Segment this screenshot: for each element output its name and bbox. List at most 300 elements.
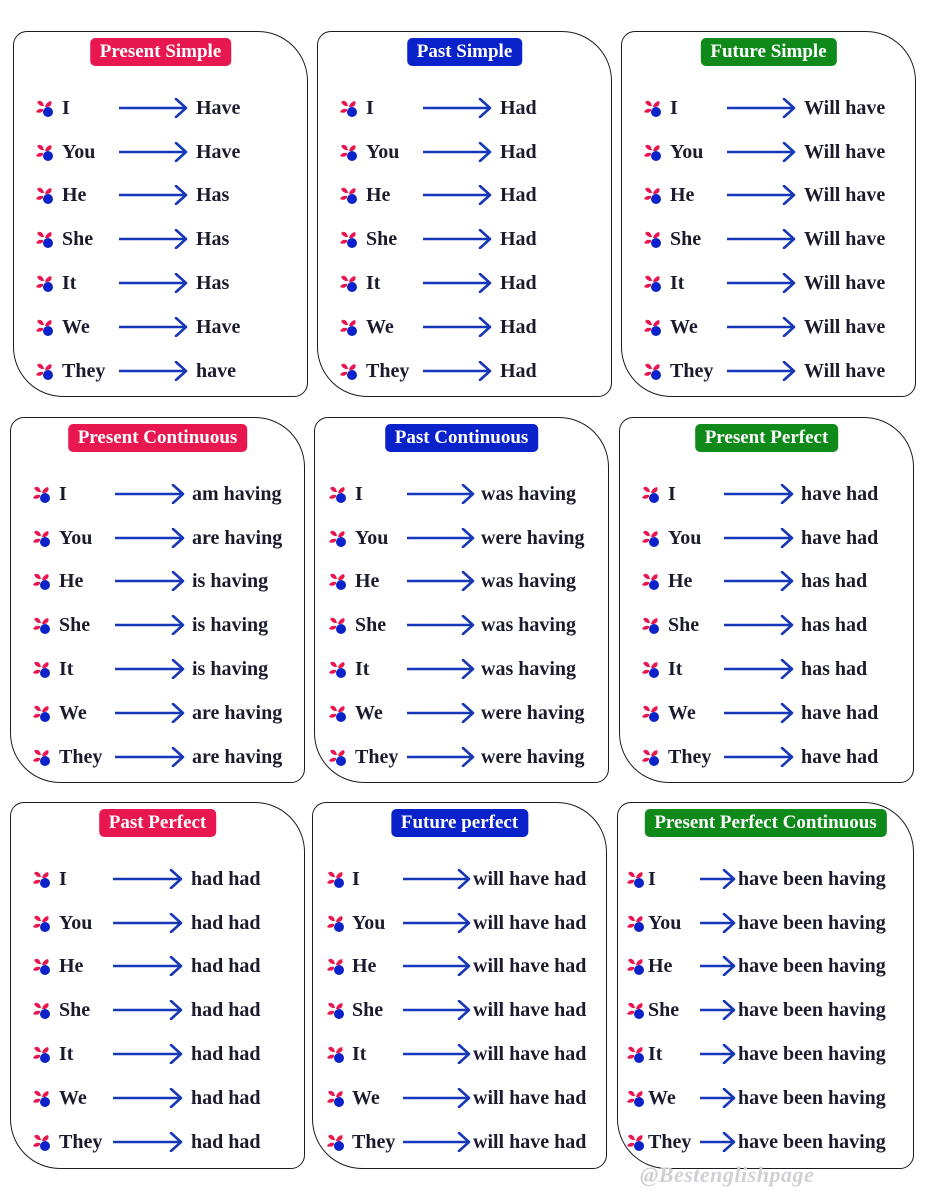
- conjugation-row: [313, 1085, 606, 1111]
- pronoun-label: She: [352, 999, 384, 1021]
- pronoun-label: She: [366, 228, 398, 250]
- right-arrow-icon: [423, 361, 492, 381]
- bullet-icon: [625, 1044, 645, 1064]
- bullet-icon: [34, 273, 54, 293]
- tense-title: Present Perfect: [695, 424, 839, 452]
- verb-form-label: Has: [196, 272, 230, 294]
- conjugation-row: [622, 139, 915, 165]
- conjugation-row: [11, 953, 304, 979]
- tense-card: [10, 417, 305, 783]
- bullet-icon: [625, 869, 645, 889]
- verb-form-label: were having: [481, 746, 585, 768]
- pronoun-label: It: [366, 272, 381, 294]
- conjugation-row: [313, 1129, 606, 1155]
- conjugation-row: [318, 95, 611, 121]
- pronoun-label: It: [355, 658, 370, 680]
- right-arrow-icon: [407, 528, 475, 548]
- bullet-icon: [625, 956, 645, 976]
- right-arrow-icon: [403, 869, 471, 889]
- bullet-icon: [327, 659, 347, 679]
- verb-form-label: had had: [191, 912, 261, 934]
- conjugation-row: [622, 270, 915, 296]
- conjugation-row: [618, 910, 913, 936]
- conjugation-row: [622, 226, 915, 252]
- right-arrow-icon: [724, 571, 794, 591]
- right-arrow-icon: [119, 273, 188, 293]
- right-arrow-icon: [113, 1044, 183, 1064]
- verb-form-label: had had: [191, 999, 261, 1021]
- right-arrow-icon: [423, 317, 492, 337]
- tense-card: [314, 417, 609, 783]
- conjugation-row: [313, 866, 606, 892]
- bullet-icon: [642, 185, 662, 205]
- verb-form-label: had had: [191, 1087, 261, 1109]
- bullet-icon: [642, 361, 662, 381]
- pronoun-label: He: [670, 184, 695, 206]
- bullet-icon: [31, 615, 51, 635]
- right-arrow-icon: [407, 615, 475, 635]
- verb-form-label: is having: [192, 658, 269, 680]
- pronoun-label: He: [668, 570, 693, 592]
- conjugation-row: [313, 997, 606, 1023]
- conjugation-row: [315, 700, 608, 726]
- conjugation-row: [618, 997, 913, 1023]
- right-arrow-icon: [403, 913, 471, 933]
- conjugation-row: [11, 656, 304, 682]
- verb-form-label: am having: [192, 483, 282, 505]
- verb-form-label: was having: [481, 570, 577, 592]
- bullet-icon: [338, 185, 358, 205]
- pronoun-label: He: [355, 570, 380, 592]
- tense-card: [617, 802, 914, 1169]
- bullet-icon: [31, 1044, 51, 1064]
- pronoun-label: I: [668, 483, 676, 505]
- bullet-icon: [338, 317, 358, 337]
- verb-form-label: Will have: [804, 141, 886, 163]
- bullet-icon: [327, 484, 347, 504]
- right-arrow-icon: [115, 484, 185, 504]
- bullet-icon: [327, 615, 347, 635]
- pronoun-label: He: [352, 955, 377, 977]
- conjugation-row: [315, 568, 608, 594]
- tense-card: [10, 802, 305, 1169]
- pronoun-label: It: [668, 658, 683, 680]
- pronoun-label: I: [59, 868, 67, 890]
- verb-form-label: have been having: [738, 868, 886, 890]
- bullet-icon: [642, 142, 662, 162]
- right-arrow-icon: [724, 528, 794, 548]
- right-arrow-icon: [727, 361, 796, 381]
- bullet-icon: [642, 229, 662, 249]
- pronoun-label: I: [62, 97, 70, 119]
- bullet-icon: [640, 703, 660, 723]
- conjugation-row: [313, 910, 606, 936]
- pronoun-label: We: [352, 1087, 380, 1109]
- verb-form-label: Will have: [804, 316, 886, 338]
- verb-form-label: has had: [801, 658, 868, 680]
- right-arrow-icon: [407, 747, 475, 767]
- conjugation-row: [622, 182, 915, 208]
- right-arrow-icon: [724, 703, 794, 723]
- pronoun-label: She: [59, 614, 91, 636]
- bullet-icon: [327, 703, 347, 723]
- conjugation-row: [11, 525, 304, 551]
- right-arrow-icon: [700, 1000, 736, 1020]
- conjugation-row: [315, 744, 608, 770]
- bullet-icon: [642, 273, 662, 293]
- right-arrow-icon: [407, 571, 475, 591]
- right-arrow-icon: [403, 1044, 471, 1064]
- conjugation-row: [11, 1041, 304, 1067]
- right-arrow-icon: [113, 1000, 183, 1020]
- pronoun-label: We: [62, 316, 90, 338]
- conjugation-row: [14, 95, 307, 121]
- right-arrow-icon: [423, 229, 492, 249]
- conjugation-row: [14, 358, 307, 384]
- pronoun-label: They: [668, 746, 712, 768]
- right-arrow-icon: [119, 317, 188, 337]
- conjugation-row: [14, 226, 307, 252]
- right-arrow-icon: [115, 528, 185, 548]
- verb-form-label: had had: [191, 1043, 261, 1065]
- bullet-icon: [31, 1088, 51, 1108]
- conjugation-row: [318, 139, 611, 165]
- conjugation-row: [318, 270, 611, 296]
- right-arrow-icon: [727, 185, 796, 205]
- verb-form-label: have had: [801, 483, 879, 505]
- right-arrow-icon: [700, 869, 736, 889]
- pronoun-label: She: [670, 228, 702, 250]
- conjugation-row: [318, 226, 611, 252]
- bullet-icon: [34, 317, 54, 337]
- pronoun-label: We: [668, 702, 696, 724]
- verb-form-label: Will have: [804, 272, 886, 294]
- bullet-icon: [31, 1132, 51, 1152]
- bullet-icon: [625, 1088, 645, 1108]
- right-arrow-icon: [724, 484, 794, 504]
- verb-form-label: will have had: [473, 1131, 587, 1153]
- pronoun-label: She: [648, 999, 680, 1021]
- right-arrow-icon: [724, 615, 794, 635]
- conjugation-row: [618, 866, 913, 892]
- conjugation-row: [318, 358, 611, 384]
- bullet-icon: [325, 869, 345, 889]
- bullet-icon: [338, 98, 358, 118]
- pronoun-label: You: [352, 912, 386, 934]
- bullet-icon: [327, 747, 347, 767]
- conjugation-row: [622, 314, 915, 340]
- verb-form-label: was having: [481, 483, 577, 505]
- pronoun-label: I: [352, 868, 360, 890]
- bullet-icon: [642, 98, 662, 118]
- pronoun-label: He: [62, 184, 87, 206]
- tense-card: [619, 417, 914, 783]
- right-arrow-icon: [727, 273, 796, 293]
- right-arrow-icon: [113, 1088, 183, 1108]
- verb-form-label: have had: [801, 527, 879, 549]
- bullet-icon: [325, 1000, 345, 1020]
- right-arrow-icon: [407, 703, 475, 723]
- right-arrow-icon: [724, 659, 794, 679]
- verb-form-label: were having: [481, 702, 585, 724]
- right-arrow-icon: [119, 142, 188, 162]
- bullet-icon: [31, 869, 51, 889]
- conjugation-row: [622, 358, 915, 384]
- conjugation-row: [620, 525, 913, 551]
- right-arrow-icon: [115, 571, 185, 591]
- pronoun-label: They: [366, 360, 410, 382]
- verb-form-label: have been having: [738, 1087, 886, 1109]
- right-arrow-icon: [403, 1000, 471, 1020]
- pronoun-label: You: [59, 527, 93, 549]
- verb-form-label: had had: [191, 955, 261, 977]
- tense-card: [621, 31, 916, 397]
- conjugation-row: [315, 612, 608, 638]
- conjugation-row: [618, 1085, 913, 1111]
- right-arrow-icon: [403, 956, 471, 976]
- verb-form-label: have had: [801, 746, 879, 768]
- bullet-icon: [642, 317, 662, 337]
- conjugation-row: [313, 953, 606, 979]
- bullet-icon: [34, 185, 54, 205]
- pronoun-label: They: [62, 360, 106, 382]
- right-arrow-icon: [423, 273, 492, 293]
- pronoun-label: I: [355, 483, 363, 505]
- bullet-icon: [640, 571, 660, 591]
- conjugation-row: [315, 481, 608, 507]
- verb-form-label: Had: [500, 184, 537, 206]
- verb-form-label: Will have: [804, 228, 886, 250]
- pronoun-label: He: [648, 955, 673, 977]
- verb-form-label: were having: [481, 527, 585, 549]
- conjugation-row: [11, 568, 304, 594]
- bullet-icon: [31, 956, 51, 976]
- pronoun-label: We: [648, 1087, 676, 1109]
- bullet-icon: [34, 229, 54, 249]
- pronoun-label: She: [668, 614, 700, 636]
- bullet-icon: [327, 528, 347, 548]
- bullet-icon: [640, 659, 660, 679]
- conjugation-row: [620, 481, 913, 507]
- bullet-icon: [31, 747, 51, 767]
- tense-title: Present Continuous: [68, 424, 248, 452]
- conjugation-row: [620, 700, 913, 726]
- right-arrow-icon: [113, 869, 183, 889]
- verb-form-label: Will have: [804, 360, 886, 382]
- pronoun-label: She: [62, 228, 94, 250]
- verb-form-label: is having: [192, 570, 269, 592]
- bullet-icon: [640, 747, 660, 767]
- pronoun-label: They: [59, 1131, 103, 1153]
- conjugation-row: [618, 953, 913, 979]
- bullet-icon: [338, 361, 358, 381]
- pronoun-label: It: [670, 272, 685, 294]
- pronoun-label: She: [59, 999, 91, 1021]
- conjugation-row: [11, 910, 304, 936]
- verb-form-label: Had: [500, 97, 537, 119]
- right-arrow-icon: [700, 1044, 736, 1064]
- bullet-icon: [325, 1044, 345, 1064]
- conjugation-row: [11, 1085, 304, 1111]
- verb-form-label: will have had: [473, 955, 587, 977]
- right-arrow-icon: [407, 484, 475, 504]
- right-arrow-icon: [700, 913, 736, 933]
- verb-form-label: was having: [481, 658, 577, 680]
- bullet-icon: [34, 98, 54, 118]
- verb-form-label: Has: [196, 228, 230, 250]
- pronoun-label: We: [59, 1087, 87, 1109]
- bullet-icon: [31, 913, 51, 933]
- tense-card: [317, 31, 612, 397]
- verb-form-label: was having: [481, 614, 577, 636]
- bullet-icon: [625, 913, 645, 933]
- right-arrow-icon: [727, 142, 796, 162]
- pronoun-label: I: [366, 97, 374, 119]
- conjugation-row: [620, 744, 913, 770]
- pronoun-label: You: [62, 141, 96, 163]
- bullet-icon: [31, 484, 51, 504]
- pronoun-label: You: [670, 141, 704, 163]
- conjugation-row: [11, 997, 304, 1023]
- right-arrow-icon: [700, 1132, 736, 1152]
- verb-form-label: will have had: [473, 1043, 587, 1065]
- pronoun-label: It: [59, 1043, 74, 1065]
- right-arrow-icon: [115, 659, 185, 679]
- bullet-icon: [338, 229, 358, 249]
- pronoun-label: He: [366, 184, 391, 206]
- right-arrow-icon: [119, 98, 188, 118]
- right-arrow-icon: [724, 747, 794, 767]
- verb-form-label: Have: [196, 97, 241, 119]
- tense-title: Past Simple: [407, 38, 523, 66]
- conjugation-row: [618, 1041, 913, 1067]
- bullet-icon: [327, 571, 347, 591]
- tense-title: Past Continuous: [385, 424, 539, 452]
- bullet-icon: [31, 703, 51, 723]
- conjugation-row: [14, 314, 307, 340]
- conjugation-row: [11, 744, 304, 770]
- right-arrow-icon: [113, 956, 183, 976]
- conjugation-row: [622, 95, 915, 121]
- conjugation-row: [318, 182, 611, 208]
- bullet-icon: [34, 142, 54, 162]
- right-arrow-icon: [119, 185, 188, 205]
- pronoun-label: I: [648, 868, 656, 890]
- bullet-icon: [625, 1000, 645, 1020]
- watermark: @Bestenglishpage: [640, 1162, 815, 1187]
- conjugation-row: [11, 612, 304, 638]
- verb-form-label: had had: [191, 1131, 261, 1153]
- right-arrow-icon: [700, 956, 736, 976]
- verb-form-label: will have had: [473, 1087, 587, 1109]
- pronoun-label: He: [59, 955, 84, 977]
- conjugation-row: [14, 182, 307, 208]
- pronoun-label: You: [366, 141, 400, 163]
- conjugation-row: [620, 656, 913, 682]
- tense-card: [13, 31, 308, 397]
- pronoun-label: You: [668, 527, 702, 549]
- verb-form-label: have had: [801, 702, 879, 724]
- pronoun-label: They: [59, 746, 103, 768]
- conjugation-row: [315, 525, 608, 551]
- verb-form-label: have been having: [738, 912, 886, 934]
- verb-form-label: have been having: [738, 955, 886, 977]
- tense-title: Present Perfect Continuous: [644, 809, 886, 837]
- pronoun-label: They: [352, 1131, 396, 1153]
- verb-form-label: is having: [192, 614, 269, 636]
- verb-form-label: have been having: [738, 1043, 886, 1065]
- conjugation-row: [11, 866, 304, 892]
- conjugation-row: [618, 1129, 913, 1155]
- right-arrow-icon: [423, 185, 492, 205]
- pronoun-label: It: [59, 658, 74, 680]
- verb-form-label: will have had: [473, 912, 587, 934]
- verb-form-label: are having: [192, 746, 283, 768]
- conjugation-row: [11, 481, 304, 507]
- bullet-icon: [31, 528, 51, 548]
- tense-title: Past Perfect: [99, 809, 217, 837]
- tense-title: Future perfect: [391, 809, 528, 837]
- bullet-icon: [325, 1132, 345, 1152]
- right-arrow-icon: [119, 361, 188, 381]
- bullet-icon: [31, 1000, 51, 1020]
- conjugation-row: [14, 270, 307, 296]
- verb-form-label: Will have: [804, 97, 886, 119]
- tense-title: Present Simple: [90, 38, 232, 66]
- verb-form-label: Had: [500, 228, 537, 250]
- right-arrow-icon: [113, 1132, 183, 1152]
- conjugation-row: [620, 612, 913, 638]
- pronoun-label: We: [59, 702, 87, 724]
- right-arrow-icon: [700, 1088, 736, 1108]
- pronoun-label: We: [355, 702, 383, 724]
- bullet-icon: [34, 361, 54, 381]
- bullet-icon: [338, 273, 358, 293]
- right-arrow-icon: [115, 703, 185, 723]
- pronoun-label: She: [355, 614, 387, 636]
- bullet-icon: [325, 913, 345, 933]
- right-arrow-icon: [407, 659, 475, 679]
- right-arrow-icon: [423, 142, 492, 162]
- pronoun-label: He: [59, 570, 84, 592]
- verb-form-label: Had: [500, 316, 537, 338]
- conjugation-row: [620, 568, 913, 594]
- verb-form-label: have been having: [738, 999, 886, 1021]
- conjugation-row: [14, 139, 307, 165]
- verb-form-label: Had: [500, 141, 537, 163]
- bullet-icon: [325, 1088, 345, 1108]
- bullet-icon: [325, 956, 345, 976]
- verb-form-label: Will have: [804, 184, 886, 206]
- verb-form-label: Had: [500, 360, 537, 382]
- bullet-icon: [338, 142, 358, 162]
- verb-form-label: Has: [196, 184, 230, 206]
- right-arrow-icon: [403, 1088, 471, 1108]
- pronoun-label: You: [59, 912, 93, 934]
- right-arrow-icon: [423, 98, 492, 118]
- pronoun-label: It: [62, 272, 77, 294]
- tense-title: Future Simple: [700, 38, 836, 66]
- verb-form-label: will have had: [473, 868, 587, 890]
- verb-form-label: have: [196, 360, 236, 382]
- verb-form-label: are having: [192, 527, 283, 549]
- verb-form-label: Have: [196, 316, 241, 338]
- right-arrow-icon: [113, 913, 183, 933]
- right-arrow-icon: [115, 747, 185, 767]
- verb-form-label: will have had: [473, 999, 587, 1021]
- right-arrow-icon: [119, 229, 188, 249]
- pronoun-label: I: [670, 97, 678, 119]
